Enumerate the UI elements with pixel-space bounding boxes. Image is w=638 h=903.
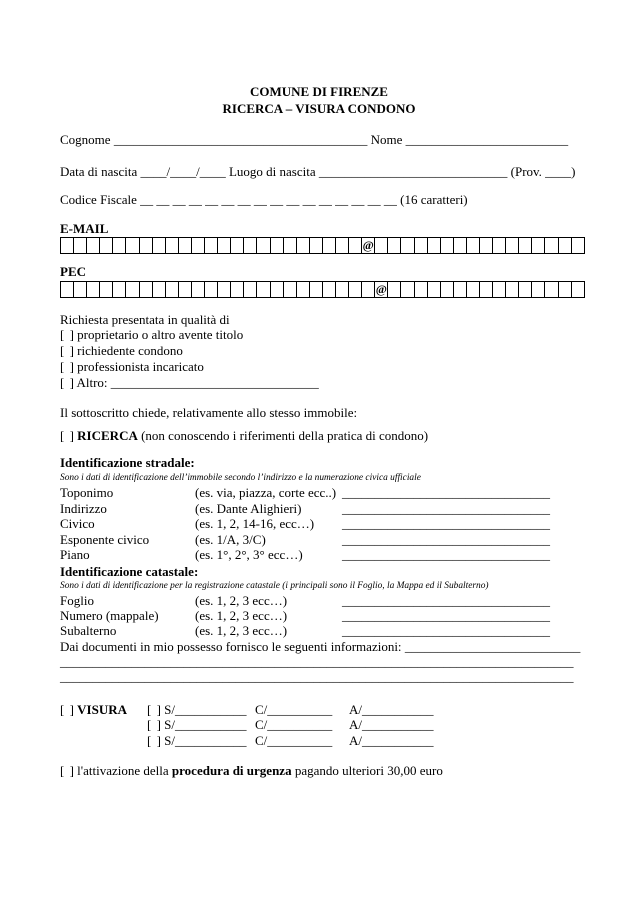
pec-char-box <box>296 282 309 297</box>
field-label: Indirizzo <box>60 501 107 516</box>
visura-s-blank: S/___________ <box>164 717 247 732</box>
field-blank: ________________________________ <box>342 516 550 531</box>
field-blank: ________________________________ <box>342 485 550 500</box>
email-char-box <box>453 238 466 253</box>
field-example: (es. 1°, 2°, 3° ecc…) <box>195 547 303 562</box>
pec-char-box <box>152 282 165 297</box>
email-char-box <box>283 238 296 253</box>
nome-blank: _________________________ <box>405 132 569 147</box>
qualita-option <box>60 359 204 375</box>
visura-s-field <box>147 717 247 733</box>
informazioni-line: _______________________________________________________________________________ <box>60 669 574 684</box>
pec-char-box <box>256 282 269 297</box>
checkbox-brackets: [ ] <box>60 428 74 443</box>
email-label: E-MAIL <box>60 221 109 236</box>
field-label: Numero (mappale) <box>60 608 159 623</box>
cognome-nome-row <box>60 132 568 148</box>
ricerca-label: RICERCA <box>77 428 138 443</box>
pec-char-box <box>531 282 544 297</box>
email-char-box <box>99 238 112 253</box>
pec-char-box <box>191 282 204 297</box>
pec-char-box <box>400 282 413 297</box>
stradale-note: Sono i dati di identificazione dell’immobile secondo l’indirizzo e la numerazione civica ufficiale <box>60 473 421 483</box>
visura-option <box>60 702 127 718</box>
field-blank: ________________________________ <box>342 532 550 547</box>
qualita-intro: Richiesta presentata in qualità di <box>60 312 230 327</box>
qualita-option-label: richiedente condono <box>77 343 183 358</box>
field-example: (es. 1, 2, 3 ecc…) <box>195 623 288 638</box>
codice-fiscale-blank: __ __ __ __ __ __ __ __ __ __ __ __ __ __ __ __ <box>140 192 397 207</box>
checkbox-brackets: [ ] <box>60 327 74 342</box>
pec-char-box <box>322 282 335 297</box>
email-char-box <box>243 238 256 253</box>
email-char-box <box>270 238 283 253</box>
codice-fiscale-note: (16 caratteri) <box>400 192 468 207</box>
pec-char-box <box>544 282 557 297</box>
urgenza-text-post: pagando ulteriori 30,00 euro <box>294 763 443 778</box>
field-label: Esponente civico <box>60 532 150 547</box>
visura-c-blank: C/__________ <box>255 702 333 717</box>
pec-char-box <box>414 282 427 297</box>
pec-char-box <box>204 282 217 297</box>
field-example: (es. 1, 2, 3 ecc…) <box>195 608 288 623</box>
qualita-option <box>60 375 319 391</box>
email-at-symbol: @ <box>362 238 374 252</box>
urgenza-option <box>60 763 443 779</box>
email-char-box <box>518 238 531 253</box>
field-label: Piano <box>60 547 90 562</box>
field-example: (es. 1/A, 3/C) <box>195 532 266 547</box>
pec-char-box <box>558 282 571 297</box>
email-char-box <box>152 238 165 253</box>
field-label: Subalterno <box>60 623 117 638</box>
visura-s-field <box>147 702 247 718</box>
email-char-box <box>571 238 584 253</box>
email-char-grid <box>60 237 585 254</box>
visura-label: VISURA <box>77 702 128 717</box>
pec-char-box <box>492 282 505 297</box>
pec-char-grid <box>60 281 585 298</box>
luogo-blank: _____________________________ <box>318 164 508 179</box>
pec-char-box <box>165 282 178 297</box>
page-title: COMUNE DI FIRENZE <box>250 84 388 99</box>
email-char-box <box>204 238 217 253</box>
email-char-box <box>178 238 191 253</box>
urgenza-text-bold: procedura di urgenza <box>171 763 292 778</box>
cognome-blank: _______________________________________ <box>113 132 368 147</box>
codice-fiscale-row <box>60 192 468 208</box>
email-char-box <box>531 238 544 253</box>
stradale-title: Identificazione stradale: <box>60 455 195 470</box>
checkbox-brackets: [ ] <box>147 733 161 748</box>
qualita-option <box>60 327 243 343</box>
email-char-box <box>139 238 152 253</box>
nascita-row <box>60 164 576 180</box>
visura-s-blank: S/___________ <box>164 702 247 717</box>
email-char-box <box>191 238 204 253</box>
pec-char-box <box>387 282 400 297</box>
pec-char-box <box>440 282 453 297</box>
pec-char-box <box>453 282 466 297</box>
email-char-box <box>544 238 557 253</box>
email-char-box <box>322 238 335 253</box>
pec-char-box <box>348 282 361 297</box>
email-char-box <box>479 238 492 253</box>
field-example: (es. via, piazza, corte ecc..) <box>195 485 337 500</box>
pec-char-box <box>479 282 492 297</box>
ricerca-option <box>60 428 428 444</box>
email-char-box <box>374 238 387 253</box>
field-blank: ________________________________ <box>342 501 550 516</box>
nascita-label: Data di nascita <box>60 164 138 179</box>
email-char-box <box>400 238 413 253</box>
email-char-box <box>440 238 453 253</box>
pec-char-box <box>505 282 518 297</box>
pec-char-box <box>139 282 152 297</box>
pec-char-box <box>73 282 86 297</box>
pec-char-box <box>335 282 348 297</box>
richiesta-intro: Il sottoscritto chiede, relativamente allo stesso immobile: <box>60 405 358 420</box>
email-char-box <box>86 238 99 253</box>
email-char-box <box>217 238 230 253</box>
email-char-box <box>492 238 505 253</box>
pec-char-box <box>230 282 243 297</box>
pec-char-box <box>86 282 99 297</box>
informazioni-row <box>60 639 580 655</box>
visura-a-blank: A/___________ <box>349 717 434 732</box>
catastale-title: Identificazione catastale: <box>60 564 199 579</box>
email-char-box <box>466 238 479 253</box>
field-label: Foglio <box>60 593 94 608</box>
field-label: Civico <box>60 516 95 531</box>
checkbox-brackets: [ ] <box>147 702 161 717</box>
checkbox-brackets: [ ] <box>60 359 74 374</box>
email-char-box <box>427 238 440 253</box>
email-char-box <box>309 238 322 253</box>
email-char-box <box>61 238 73 253</box>
pec-char-box <box>99 282 112 297</box>
visura-c-blank: C/__________ <box>255 717 333 732</box>
pec-label: PEC <box>60 264 86 279</box>
qualita-option <box>60 343 183 359</box>
pec-char-box <box>125 282 138 297</box>
qualita-option-label: professionista incaricato <box>77 359 204 374</box>
pec-char-box <box>243 282 256 297</box>
nome-label: Nome <box>370 132 403 147</box>
pec-char-box <box>466 282 479 297</box>
pec-char-box <box>270 282 283 297</box>
luogo-label: Luogo di nascita <box>228 164 316 179</box>
email-char-box <box>387 238 400 253</box>
visura-c-blank: C/__________ <box>255 733 333 748</box>
qualita-option-label: proprietario o altro avente titolo <box>77 327 244 342</box>
pec-char-box <box>427 282 440 297</box>
codice-fiscale-label: Codice Fiscale <box>60 192 137 207</box>
informazioni-blank: ___________________________ <box>404 639 581 654</box>
email-char-box <box>296 238 309 253</box>
checkbox-brackets: [ ] <box>60 702 74 717</box>
informazioni-line: _______________________________________________________________________________ <box>60 654 574 669</box>
visura-s-field <box>147 733 247 749</box>
email-char-box <box>112 238 125 253</box>
checkbox-brackets: [ ] <box>60 375 74 390</box>
pec-char-box <box>309 282 322 297</box>
email-char-box <box>125 238 138 253</box>
pec-char-box <box>518 282 531 297</box>
catastale-note: Sono i dati di identificazione per la registrazione catastale (i principali sono il Foglio, la Mappa ed il Subalterno) <box>60 581 489 591</box>
urgenza-text-pre: l'attivazione della <box>77 763 169 778</box>
pec-char-box <box>217 282 230 297</box>
field-label: Toponimo <box>60 485 114 500</box>
email-char-box <box>558 238 571 253</box>
informazioni-label: Dai documenti in mio possesso fornisco le seguenti informazioni: <box>60 639 402 654</box>
pec-char-box <box>178 282 191 297</box>
email-char-box <box>414 238 427 253</box>
pec-at-symbol: @ <box>375 282 387 296</box>
email-char-box <box>73 238 86 253</box>
email-char-box <box>256 238 269 253</box>
nascita-blank: ____/____/____ <box>140 164 226 179</box>
visura-a-blank: A/___________ <box>349 733 434 748</box>
field-blank: ________________________________ <box>342 623 550 638</box>
email-char-box <box>505 238 518 253</box>
field-example: (es. 1, 2, 3 ecc…) <box>195 593 288 608</box>
visura-s-blank: S/___________ <box>164 733 247 748</box>
pec-char-box <box>112 282 125 297</box>
ricerca-note: (non conoscendo i riferimenti della pratica di condono) <box>141 428 429 443</box>
cognome-label: Cognome <box>60 132 111 147</box>
email-char-box <box>230 238 243 253</box>
checkbox-brackets: [ ] <box>60 763 74 778</box>
pec-char-box <box>61 282 73 297</box>
email-char-box <box>165 238 178 253</box>
email-char-box <box>348 238 361 253</box>
pec-char-box <box>361 282 374 297</box>
provincia-field: (Prov. ____) <box>510 164 576 179</box>
pec-char-box <box>283 282 296 297</box>
checkbox-brackets: [ ] <box>147 717 161 732</box>
field-example: (es. Dante Alighieri) <box>195 501 302 516</box>
field-blank: ________________________________ <box>342 547 550 562</box>
field-example: (es. 1, 2, 14-16, ecc…) <box>195 516 315 531</box>
qualita-option-label: Altro: ________________________________ <box>76 375 319 390</box>
pec-char-box <box>571 282 584 297</box>
visura-a-blank: A/___________ <box>349 702 434 717</box>
field-blank: ________________________________ <box>342 608 550 623</box>
page-subtitle: RICERCA – VISURA CONDONO <box>222 101 416 116</box>
email-char-box <box>335 238 348 253</box>
checkbox-brackets: [ ] <box>60 343 74 358</box>
field-blank: ________________________________ <box>342 593 550 608</box>
